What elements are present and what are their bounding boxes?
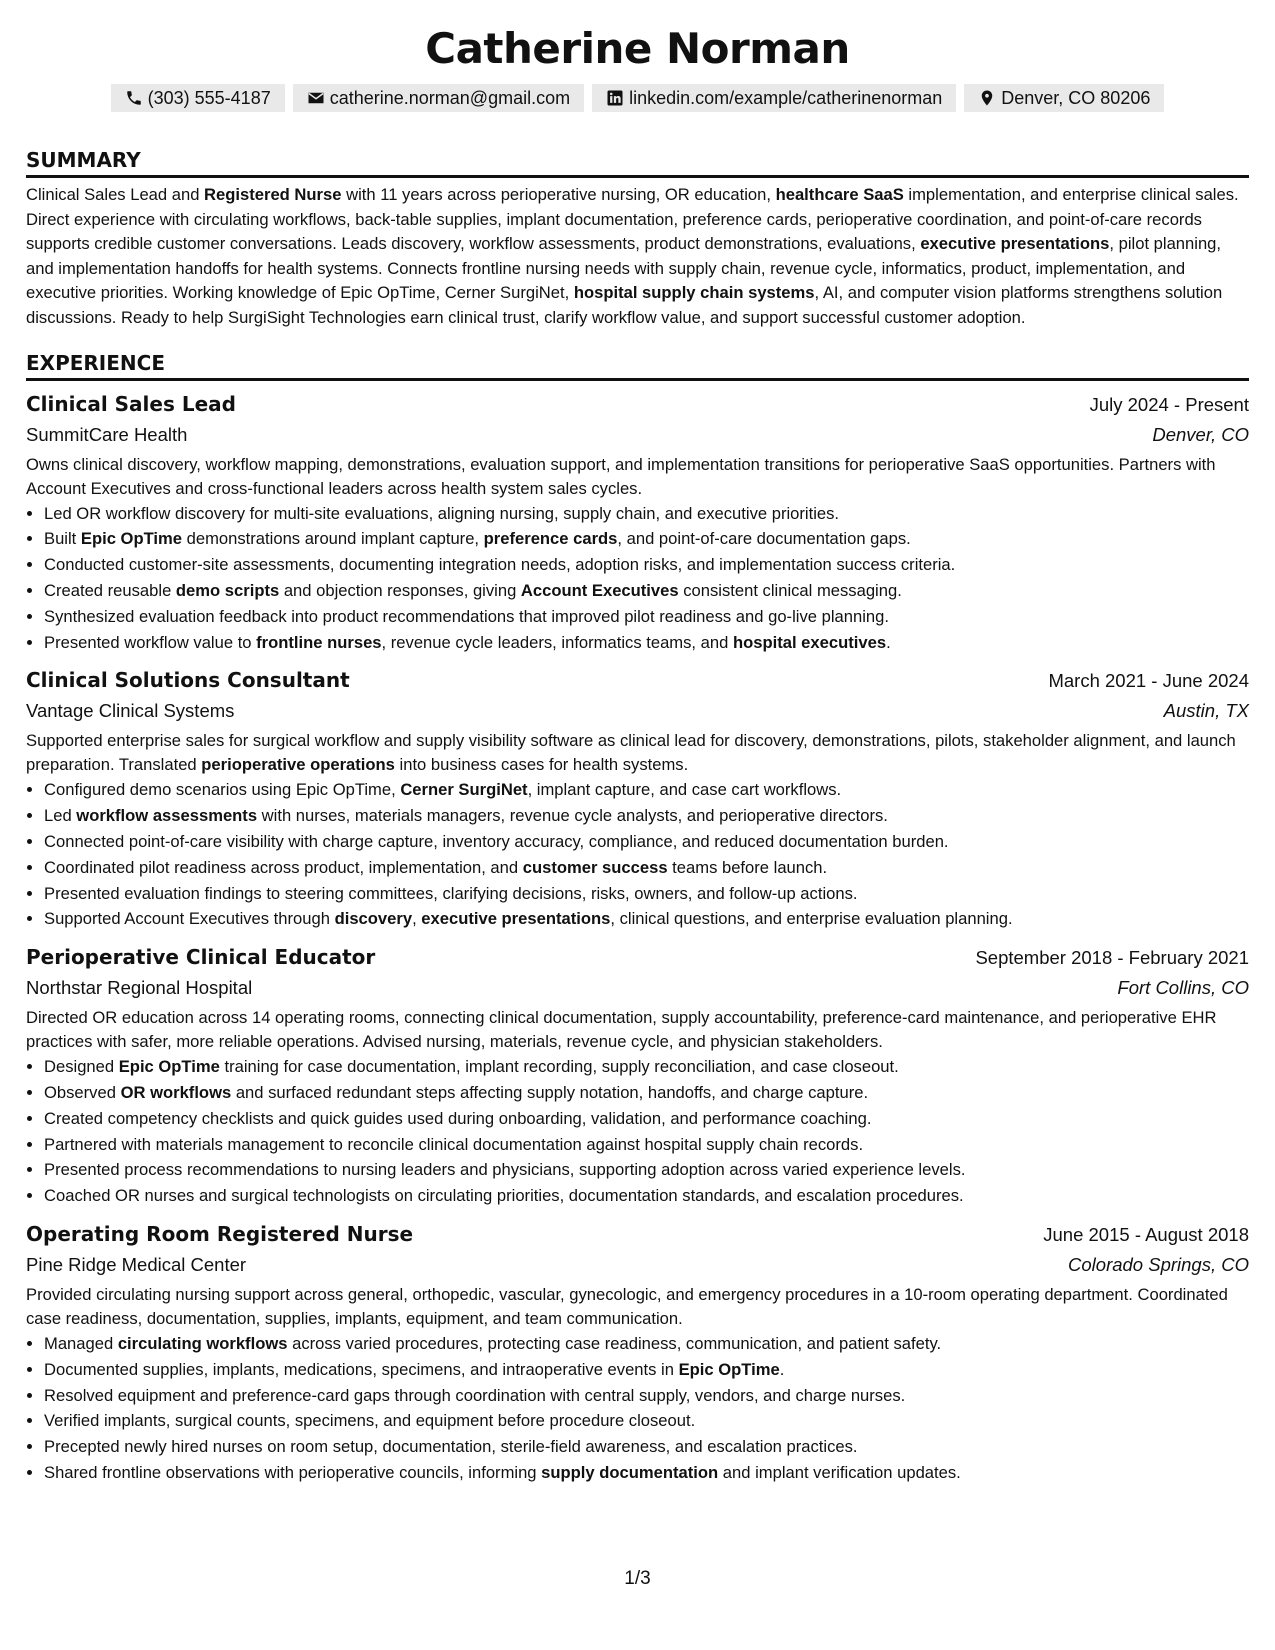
job-location: Austin, TX <box>1163 700 1249 722</box>
job-dates: July 2024 - Present <box>1089 393 1249 415</box>
bullet-item: • Created reusable demo scripts and objection responses, giving Account Executives consistent clinical messaging. <box>44 578 1249 604</box>
job-entry <box>26 665 1249 932</box>
emphasis-text: OR workflows <box>120 1082 232 1102</box>
job-bullets <box>26 501 1249 656</box>
job-bullets <box>26 1054 1249 1209</box>
emphasis-text: executive presentations <box>421 909 611 929</box>
emphasis-text: healthcare SaaS <box>775 185 904 204</box>
job-description: Directed OR education across 14 operating rooms, connecting clinical documentation, supply accountability, preference-card maintenance, and perioperative EHR practices with safer, more reliable operations. Advised nursing, materials, revenue cycle, and physician stakeholders. <box>26 1008 1217 1052</box>
emphasis-text: Epic OpTime <box>118 1057 220 1077</box>
emphasis-text: Registered Nurse <box>204 185 342 204</box>
bullet-item: • Precepted newly hired nurses on room setup, documentation, sterile-field awareness, and escalation practices. <box>44 1434 1249 1460</box>
location-pin-icon <box>978 89 996 107</box>
bullet-item: • Synthesized evaluation feedback into product recommendations that improved pilot readiness and go-live planning. <box>44 604 1249 630</box>
emphasis-text: perioperative operations <box>201 755 395 775</box>
job-entry <box>26 1219 1249 1486</box>
job-title: Clinical Sales Lead <box>26 391 236 416</box>
job-location: Fort Collins, CO <box>1117 977 1249 999</box>
job-company: Northstar Regional Hospital <box>26 977 253 999</box>
job-company: SummitCare Health <box>26 423 188 445</box>
job-bullets <box>26 1331 1249 1486</box>
job-title: Perioperative Clinical Educator <box>26 945 376 970</box>
bullet-item: • Coordinated pilot readiness across product, implementation, and customer success teams before launch. <box>44 855 1249 881</box>
bullet-item: • Coached OR nurses and surgical technologists on circulating priorities, documentation standards, and escalation procedures. <box>44 1183 1249 1209</box>
emphasis-text: discovery <box>334 909 413 929</box>
job-description: Owns clinical discovery, workflow mapping, demonstrations, evaluation support, and implementation transitions for perioperative SaaS opportunities. Partners with Account Executives and cross-functional leaders across health system sales cycles. <box>26 454 1216 498</box>
emphasis-text: hospital supply chain systems <box>573 283 815 303</box>
emphasis-text: supply documentation <box>541 1462 719 1482</box>
phone-icon <box>125 89 143 107</box>
bullet-item: • Conducted customer-site assessments, documenting integration needs, adoption risks, and implementation success criteria. <box>44 552 1249 578</box>
bullet-item: • Led OR workflow discovery for multi-site evaluations, aligning nursing, supply chain, and executive priorities. <box>44 501 1249 527</box>
bullet-item: • Presented evaluation findings to steering committees, clarifying decisions, risks, owners, and follow-up actions. <box>44 881 1249 907</box>
job-company: Vantage Clinical Systems <box>26 700 235 722</box>
job-company: Pine Ridge Medical Center <box>26 1253 247 1275</box>
envelope-icon <box>307 89 325 107</box>
job-description: Provided circulating nursing support across general, orthopedic, vascular, gynecologic, and emergency procedures in a 10-room operating department. Coordinated case readiness, documentation, supplies, implants, equipment, and team communication. <box>26 1284 1228 1328</box>
summary-heading: SUMMARY <box>26 148 1249 178</box>
bullet-item: • Shared frontline observations with perioperative councils, informing supply documentation and implant verification updates. <box>44 1460 1249 1486</box>
bullet-item: • Created competency checklists and quick guides used during onboarding, validation, and performance coaching. <box>44 1106 1249 1132</box>
bullet-item: • Presented workflow value to frontline nurses, revenue cycle leaders, informatics teams, and hospital executives. <box>44 630 1249 656</box>
emphasis-text: preference cards <box>483 529 618 549</box>
job-dates: June 2015 - August 2018 <box>1043 1223 1249 1245</box>
bullet-item: • Designed Epic OpTime training for case documentation, implant recording, supply reconciliation, and case closeout. <box>44 1054 1249 1080</box>
job-location: Denver, CO <box>1152 423 1249 445</box>
contact-location <box>964 84 1164 112</box>
job-title: Clinical Solutions Consultant <box>26 668 350 693</box>
bullet-item: • Partnered with materials management to reconcile clinical documentation against hospital supply chain records. <box>44 1132 1249 1158</box>
emphasis-text: demo scripts <box>175 580 280 600</box>
emphasis-text: customer success <box>522 857 668 877</box>
contact-email-text: catherine.norman@gmail.com <box>329 87 571 108</box>
bullet-item: • Presented process recommendations to nursing leaders and physicians, supporting adoption across varied experience levels. <box>44 1157 1249 1183</box>
job-entry <box>26 942 1249 1209</box>
job-location: Colorado Springs, CO <box>1068 1253 1249 1275</box>
candidate-name: Catherine Norman <box>425 24 850 73</box>
bullet-item: • Led workflow assessments with nurses, materials managers, revenue cycle analysts, and perioperative directors. <box>44 803 1249 829</box>
bullet-item: • Connected point-of-care visibility with charge capture, inventory accuracy, compliance, and reduced documentation burden. <box>44 829 1249 855</box>
contact-bar <box>26 84 1249 112</box>
emphasis-text: Epic OpTime <box>678 1359 780 1379</box>
bullet-item: • Supported Account Executives through discovery, executive presentations, clinical questions, and enterprise evaluation planning. <box>44 906 1249 932</box>
bullet-item: • Configured demo scenarios using Epic OpTime, Cerner SurgiNet, implant capture, and case cart workflows. <box>44 777 1249 803</box>
emphasis-text: executive presentations <box>920 234 1110 254</box>
experience-heading: EXPERIENCE <box>26 351 1249 381</box>
emphasis-text: circulating workflows <box>117 1333 288 1353</box>
contact-phone[interactable] <box>111 84 285 112</box>
job-bullets <box>26 777 1249 932</box>
contact-email[interactable] <box>293 84 584 112</box>
emphasis-text: hospital executives <box>732 632 887 652</box>
bullet-item: • Managed circulating workflows across varied procedures, protecting case readiness, communication, and patient safety. <box>44 1331 1249 1357</box>
bullet-item: • Built Epic OpTime demonstrations around implant capture, preference cards, and point-of-care documentation gaps. <box>44 526 1249 552</box>
emphasis-text: frontline nurses <box>256 632 382 652</box>
contact-linkedin[interactable] <box>592 84 956 112</box>
bullet-item: • Observed OR workflows and surfaced redundant steps affecting supply notation, handoffs, and charge capture. <box>44 1080 1249 1106</box>
experience-section <box>26 351 1249 1486</box>
job-description: Supported enterprise sales for surgical workflow and supply visibility software as clinical lead for discovery, demonstrations, pilots, stakeholder alignment, and launch preparation. Translated perioperative operations into business cases for health systems. <box>26 731 1236 775</box>
emphasis-text: workflow assessments <box>76 806 258 826</box>
summary-text: Clinical Sales Lead and Registered Nurse with 11 years across perioperative nursing, OR education, healthcare SaaS implementation, and enterprise clinical sales. Direct experience with circulating workflows, back-table supplies, implant documentation, preference cards, perioperative coordination, and point-of-care records supports credible customer conversations. Leads discovery, workflow assessments, product demonstrations, evaluations, executive presentations, pilot planning, and implementation handoffs for health systems. Connects frontline nursing needs with supply chain, revenue cycle, informatics, product, implementation, and executive priorities. Working knowledge of Epic OpTime, Cerner SurgiNet, hospital supply chain systems, AI, and computer vision platforms strengthens solution discussions. Ready to help SurgiSight Technologies earn clinical trust, clarify workflow value, and support successful customer adoption. <box>26 185 1239 327</box>
emphasis-text: Cerner SurgiNet <box>400 780 528 800</box>
contact-location-text: Denver, CO 80206 <box>1001 87 1151 108</box>
linkedin-icon <box>606 89 624 107</box>
bullet-item: • Verified implants, surgical counts, specimens, and equipment before procedure closeout. <box>44 1408 1249 1434</box>
job-dates: September 2018 - February 2021 <box>975 947 1249 969</box>
contact-linkedin-text: linkedin.com/example/catherinenorman <box>629 87 943 108</box>
job-dates: March 2021 - June 2024 <box>1048 670 1249 692</box>
bullet-item: • Resolved equipment and preference-card gaps through coordination with central supply, vendors, and charge nurses. <box>44 1383 1249 1409</box>
job-entry <box>26 389 1249 656</box>
job-title: Operating Room Registered Nurse <box>26 1221 414 1246</box>
contact-phone-text: (303) 555-4187 <box>147 87 271 108</box>
summary-section <box>26 148 1249 331</box>
page-number: 1/3 <box>624 1568 651 1589</box>
emphasis-text: Account Executives <box>520 580 679 600</box>
emphasis-text: Epic OpTime <box>80 529 183 549</box>
bullet-item: • Documented supplies, implants, medications, specimens, and intraoperative events in Epic OpTime. <box>44 1357 1249 1383</box>
